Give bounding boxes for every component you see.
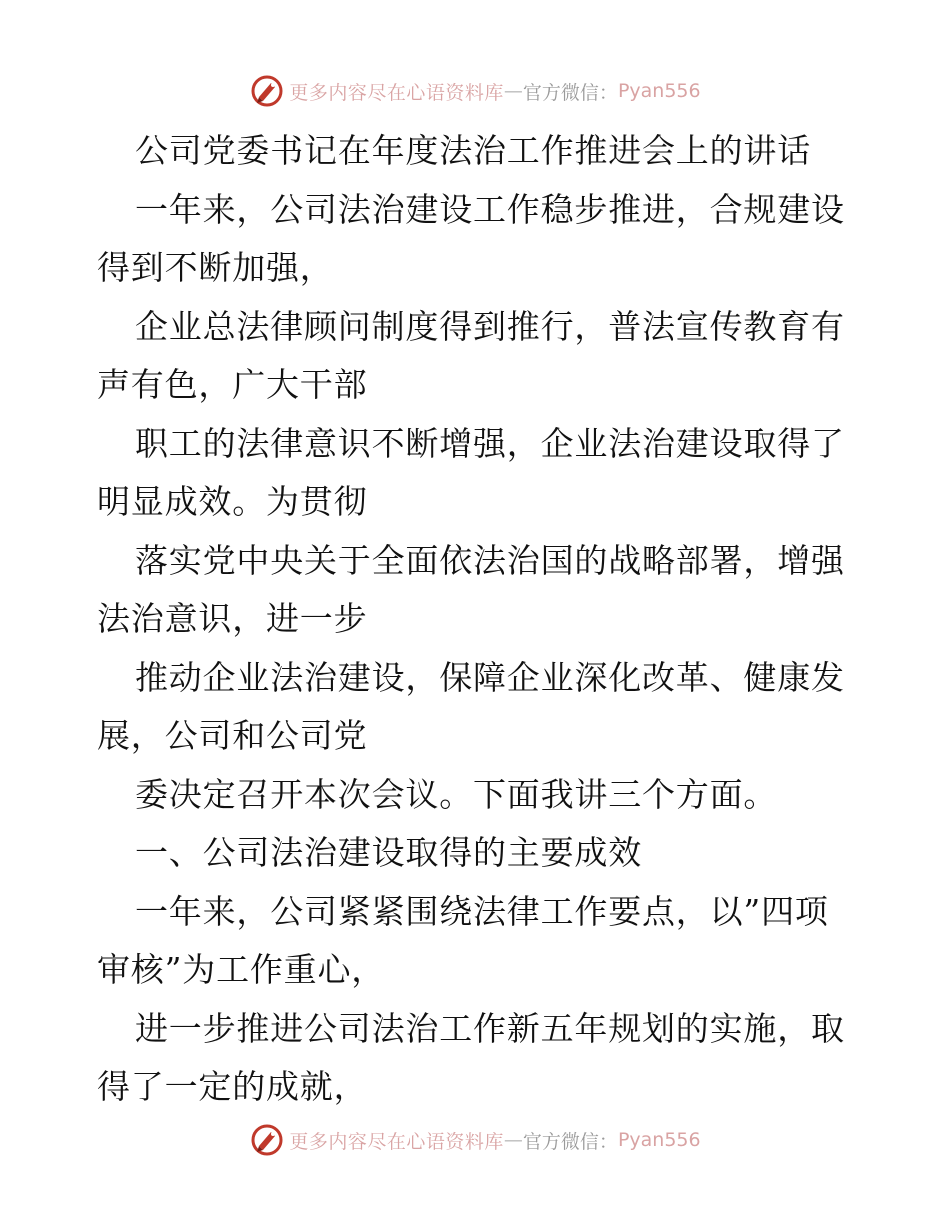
watermark-wechat-id: Pyan556 <box>617 1129 701 1151</box>
pen-logo-icon <box>249 73 285 109</box>
paragraph-line: 委决定召开本次会议。下面我讲三个方面。 <box>135 774 778 814</box>
paragraph-line: 法治意识，进一步 <box>97 599 368 638</box>
watermark-official: 官方微信： <box>522 1130 618 1153</box>
watermark-separator: — <box>503 80 523 102</box>
paragraph-line: 职工的法律意识不断增强，企业法治建设取得了 <box>135 423 845 463</box>
watermark-separator: — <box>503 1129 523 1151</box>
watermark-site: 更多内容尽在心语资料库 <box>289 81 504 104</box>
watermark-official: 官方微信： <box>522 81 618 104</box>
footer-watermark <box>0 1120 950 1160</box>
paragraph-line: 一年来，公司法治建设工作稳步推进，合规建设 <box>135 189 845 229</box>
paragraph-line: 声有色，广大干部 <box>97 365 368 404</box>
watermark-site: 更多内容尽在心语资料库 <box>289 1130 504 1153</box>
paragraph-line: 推动企业法治建设，保障企业深化改革、健康发 <box>135 657 845 697</box>
paragraph-line: 得到不断加强， <box>97 248 334 287</box>
watermark-wechat-id: Pyan556 <box>617 80 701 102</box>
paragraph-line: 进一步推进公司法治工作新五年规划的实施，取 <box>135 1008 845 1048</box>
paragraph-line: 明显成效。为贯彻 <box>97 482 368 521</box>
paragraph-line: 得了一定的成就， <box>97 1067 368 1106</box>
paragraph-line: 审核”为工作重心， <box>97 950 386 989</box>
section-heading: 一、公司法治建设取得的主要成效 <box>135 833 642 872</box>
paragraph-line: 企业总法律顾问制度得到推行，普法宣传教育有 <box>135 306 845 346</box>
header-watermark <box>0 71 950 111</box>
paragraph-line: 一年来，公司紧紧围绕法律工作要点，以”四项 <box>135 891 829 931</box>
document-title: 公司党委书记在年度法治工作推进会上的讲话 <box>135 131 811 170</box>
document-body <box>97 122 857 1117</box>
paragraph-line: 落实党中央关于全面依法治国的战略部署，增强 <box>135 540 845 580</box>
paragraph-line: 展，公司和公司党 <box>97 716 368 755</box>
pen-logo-icon <box>249 1122 285 1158</box>
